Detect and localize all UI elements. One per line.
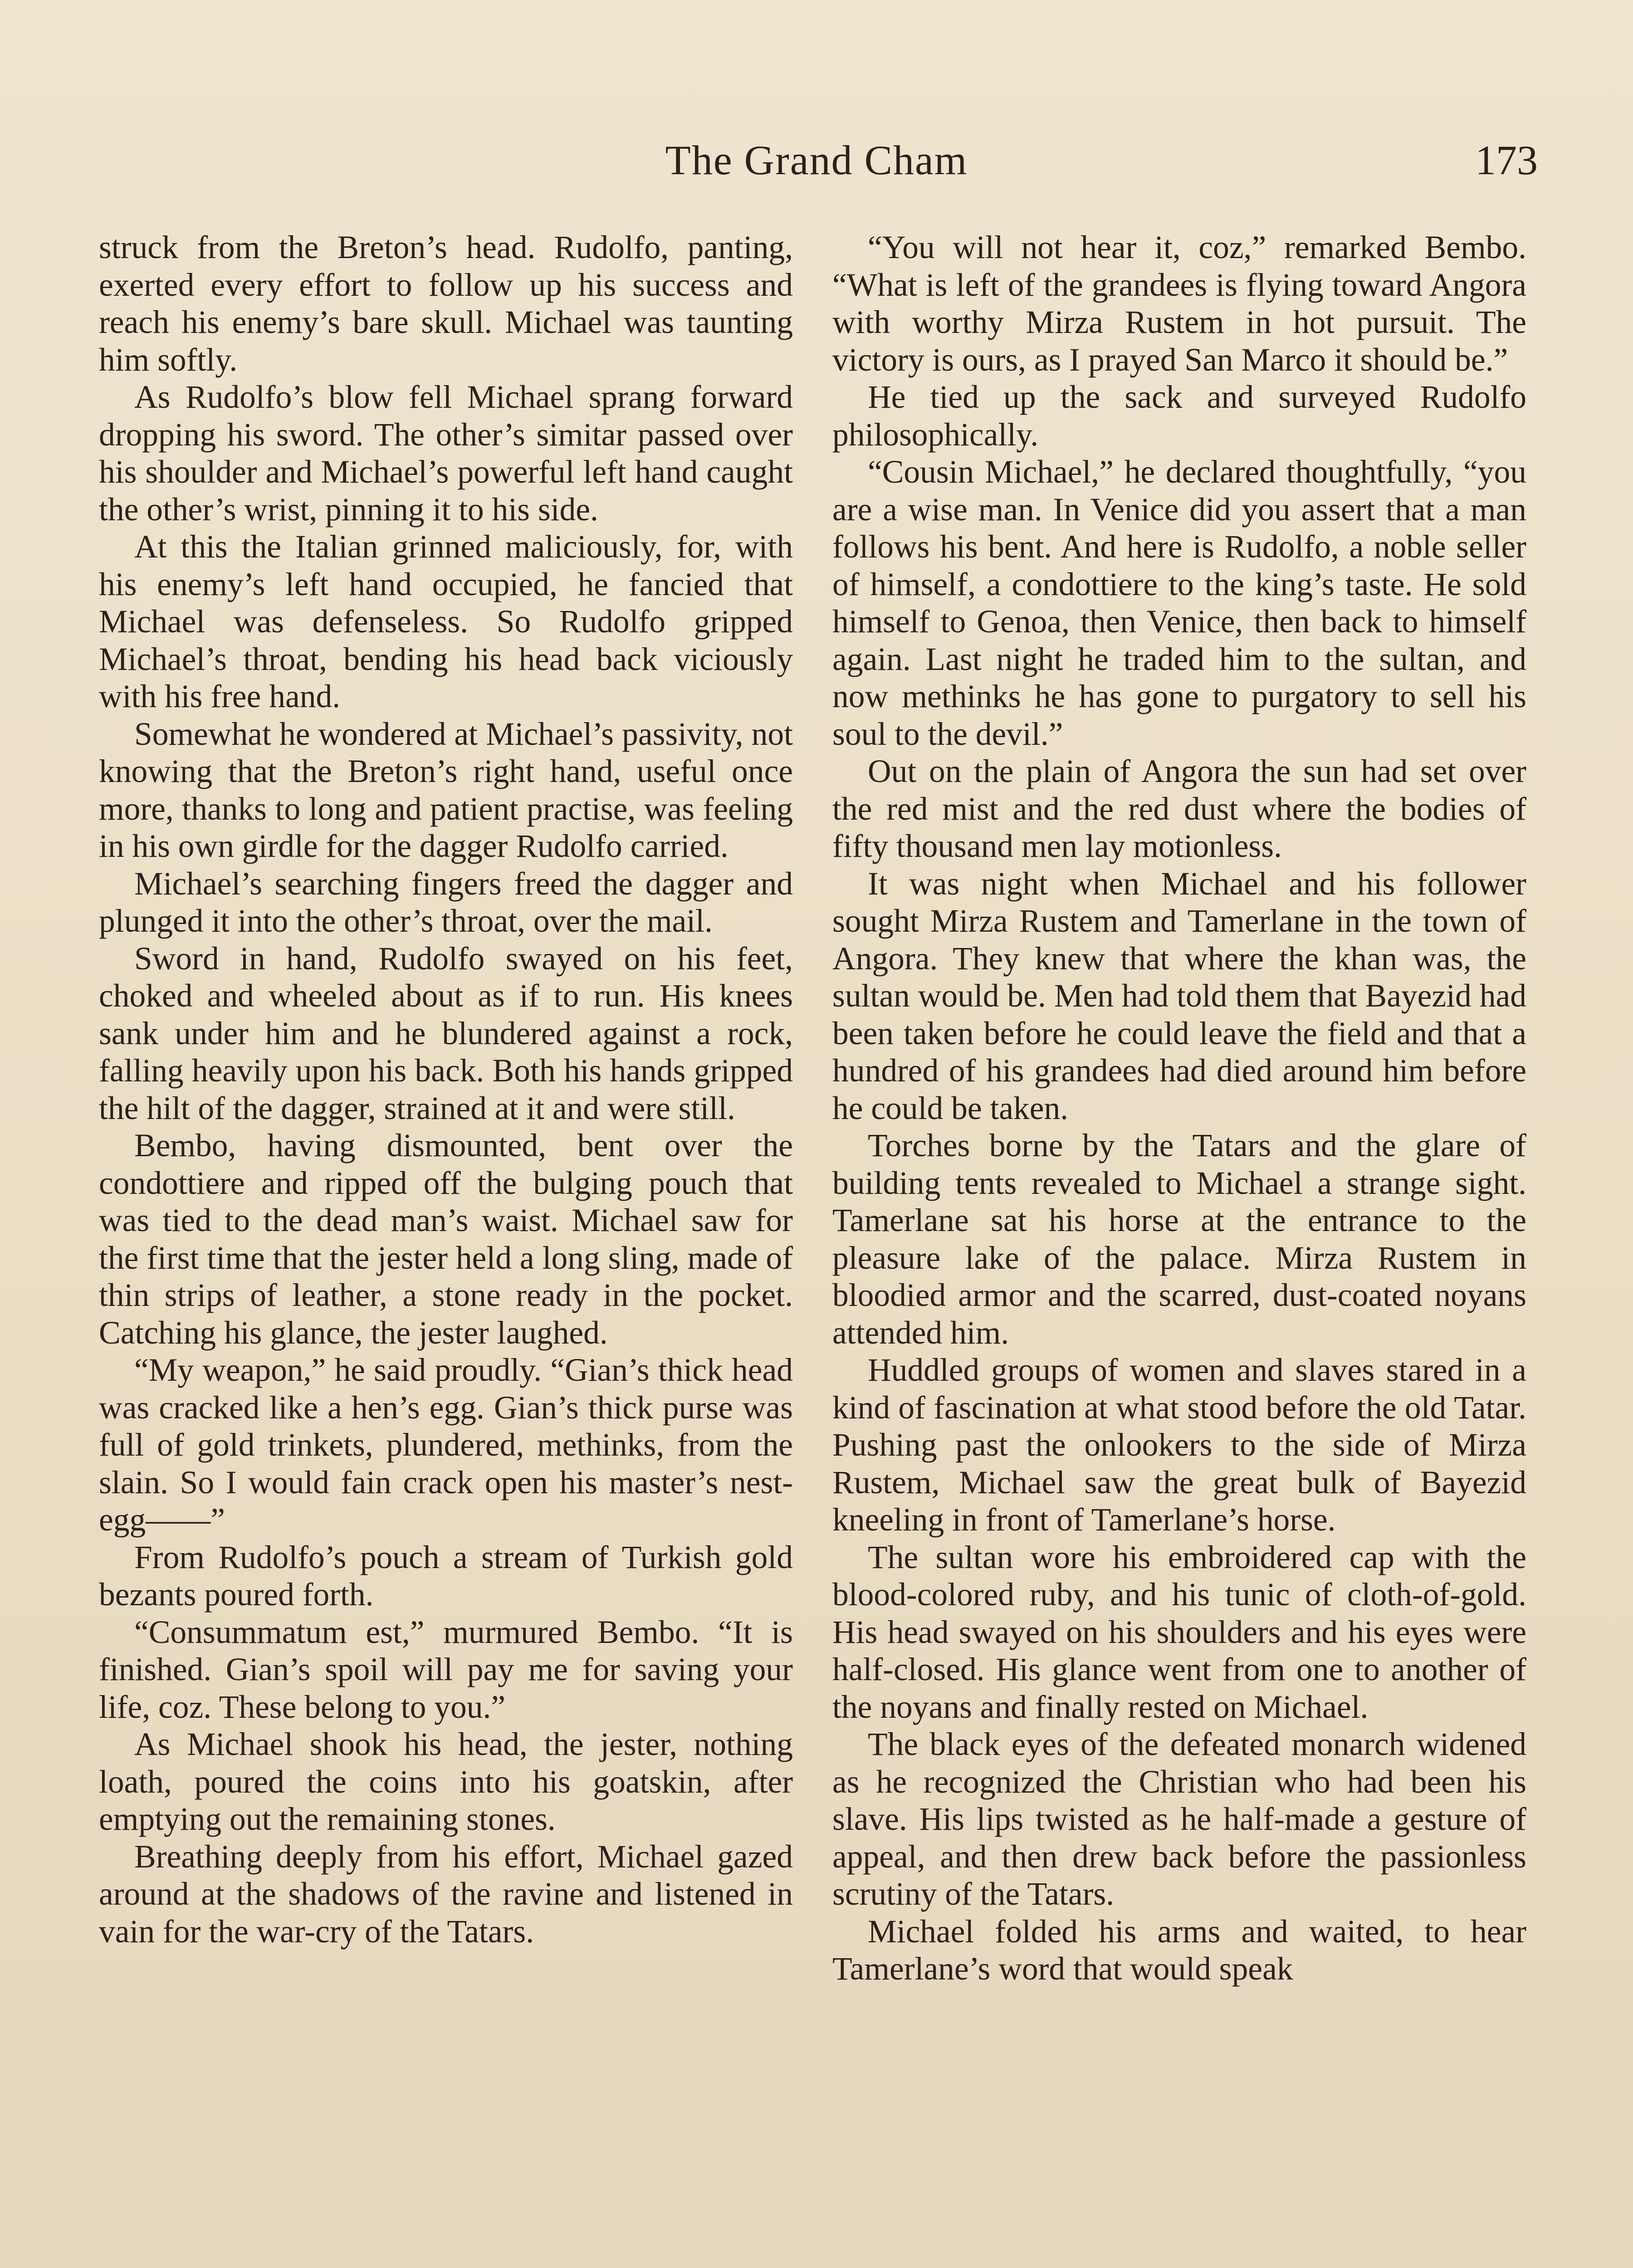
paragraph: Huddled groups of women and slaves stared in a kind of fascination at what stood before the old Tatar. Pushing past the onlookers to the side of Mirza Rustem, Michael saw the great bulk of Bayezid kneeling in front of Tamerlane’s horse.: [832, 1352, 1526, 1538]
paragraph: struck from the Breton’s head. Rudolfo, panting, exerted every effort to follow up his success and reach his enemy’s bare skull. Michael was taunting him softly.: [99, 230, 793, 378]
left-column: [99, 229, 793, 1950]
paragraph: “Consummatum est,” murmured Bembo. “It is finished. Gian’s spoil will pay me for saving your life, coz. These belong to you.”: [99, 1614, 793, 1725]
paragraph: Michael folded his arms and waited, to hear Tamerlane’s word that would speak: [832, 1913, 1526, 1987]
running-header: [91, 136, 1542, 200]
paragraph: The sultan wore his embroidered cap with the blood-colored ruby, and his tunic of cloth-of-gold. His head swayed on his shoulders and his eyes were half-closed. His glance went from one to another of the noyans and finally rested on Michael.: [832, 1539, 1526, 1725]
paragraph: “Cousin Michael,” he declared thoughtfully, “you are a wise man. In Venice did you assert that a man follows his bent. And here is Rudolfo, a noble seller of himself, a condottiere to the king’s taste. He sold himself to Genoa, then Venice, then back to himself again. Last night he traded him to the sultan, and now methinks he has gone to purgatory to sell his soul to the devil.”: [832, 454, 1526, 752]
paragraph: Sword in hand, Rudolfo swayed on his feet, choked and wheeled about as if to run. His knees sank under him and he blundered against a rock, falling heavily upon his back. Both his hands gripped the hilt of the dagger, strained at it and were still.: [99, 940, 793, 1126]
paragraph: As Rudolfo’s blow fell Michael sprang forward dropping his sword. The other’s simitar passed over his shoulder and Michael’s powerful left hand caught the other’s wrist, pinning it to his side.: [99, 379, 793, 528]
paragraph: Torches borne by the Tatars and the glare of building tents revealed to Michael a strange sight. Tamerlane sat his horse at the entrance to the pleasure lake of the palace. Mirza Rustem in bloodied armor and the scarred, dust-coated noyans attended him.: [832, 1128, 1526, 1351]
page-title: The Grand Cham: [665, 137, 968, 183]
paragraph: It was night when Michael and his follower sought Mirza Rustem and Tamerlane in the town of Angora. They knew that where the khan was, the sultan would be. Men had told them that Bayezid had been taken before he could leave the field and that a hundred of his grandees had died around him before he could be taken.: [832, 865, 1526, 1126]
paragraph: At this the Italian grinned maliciously, for, with his enemy’s left hand occupied, he fancied that Michael was defenseless. So Rudolfo gripped Michael’s throat, bending his head back viciously with his free hand.: [99, 529, 793, 714]
paragraph: Bembo, having dismounted, bent over the condottiere and ripped off the bulging pouch that was tied to the dead man’s waist. Michael saw for the first time that the jester held a long sling, made of thin strips of leather, a stone ready in the pocket. Catching his glance, the jester laughed.: [99, 1128, 793, 1351]
page-number: 173: [1475, 137, 1538, 183]
paragraph: Michael’s searching fingers freed the dagger and plunged it into the other’s throat, over the mail.: [99, 865, 793, 939]
paragraph: “You will not hear it, coz,” remarked Bembo. “What is left of the grandees is flying toward Angora with worthy Mirza Rustem in hot pursuit. The victory is ours, as I prayed San Marco it should be.”: [832, 230, 1526, 378]
paragraph: As Michael shook his head, the jester, nothing loath, poured the coins into his goatskin, after emptying out the remaining stones.: [99, 1726, 793, 1837]
paragraph: Somewhat he wondered at Michael’s passivity, not knowing that the Breton’s right hand, useful once more, thanks to long and patient practise, was feeling in his own girdle for the dagger Rudolfo carried.: [99, 716, 793, 864]
paragraph: Breathing deeply from his effort, Michael gazed around at the shadows of the ravine and listened in vain for the war-cry of the Tatars.: [99, 1838, 793, 1950]
paragraph: From Rudolfo’s pouch a stream of Turkish gold bezants poured forth.: [99, 1539, 793, 1613]
paragraph: “My weapon,” he said proudly. “Gian’s thick head was cracked like a hen’s egg. Gian’s thick purse was full of gold trinkets, plundered, methinks, from the slain. So I would fain crack open his master’s nest-egg——”: [99, 1352, 793, 1538]
right-column: [832, 229, 1526, 1988]
paragraph: He tied up the sack and surveyed Rudolfo philosophically.: [832, 379, 1526, 453]
paragraph: Out on the plain of Angora the sun had set over the red mist and the red dust where the bodies of fifty thousand men lay motionless.: [832, 753, 1526, 864]
paragraph: The black eyes of the defeated monarch widened as he recognized the Christian who had been his slave. His lips twisted as he half-made a gesture of appeal, and then drew back before the passionless scrutiny of the Tatars.: [832, 1726, 1526, 1912]
